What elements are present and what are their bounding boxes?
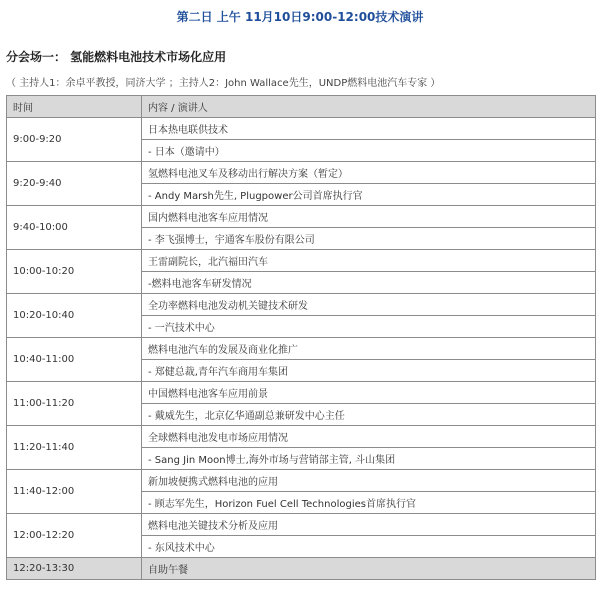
table-row xyxy=(7,338,596,360)
slot-speaker: - Sang Jin Moon博士,海外市场与营销部主管, 斗山集团 xyxy=(142,448,596,470)
day-title: 第二日 上午 11月10日9:00-12:00技术演讲 xyxy=(176,10,424,24)
slot-time: 12:00-12:20 xyxy=(7,514,142,558)
slot-topic: 中国燃料电池客车应用前景 xyxy=(142,382,596,404)
slot-time: 9:40-10:00 xyxy=(7,206,142,250)
header-time: 时间 xyxy=(7,96,142,118)
slot-time: 10:00-10:20 xyxy=(7,250,142,294)
slot-topic: 日本热电联供技术 xyxy=(142,118,596,140)
table-row xyxy=(7,162,596,184)
slot-speaker: - 郑健总裁,青年汽车商用车集团 xyxy=(142,360,596,382)
slot-speaker: - 日本（邀请中） xyxy=(142,140,596,162)
table-row xyxy=(7,382,596,404)
slot-topic: 燃料电池关键技术分析及应用 xyxy=(142,514,596,536)
slot-speaker: - Andy Marsh先生, Plugpower公司首席执行官 xyxy=(142,184,596,206)
lunch-row xyxy=(7,558,596,580)
slot-time: 9:20-9:40 xyxy=(7,162,142,206)
slot-topic: 国内燃料电池客车应用情况 xyxy=(142,206,596,228)
table-row xyxy=(7,118,596,140)
slot-topic: 新加坡便携式燃料电池的应用 xyxy=(142,470,596,492)
table-header-row xyxy=(7,96,596,118)
table-row xyxy=(7,426,596,448)
slot-topic: 燃料电池汽车的发展及商业化推广 xyxy=(142,338,596,360)
slot-speaker: - 东风技术中心 xyxy=(142,536,596,558)
lunch-time: 12:20-13:30 xyxy=(7,558,142,580)
slot-speaker: - 一汽技术中心 xyxy=(142,316,596,338)
slot-time: 10:20-10:40 xyxy=(7,294,142,338)
slot-time: 11:40-12:00 xyxy=(7,470,142,514)
slot-time: 9:00-9:20 xyxy=(7,118,142,162)
table-row xyxy=(7,514,596,536)
lunch-content: 自助午餐 xyxy=(142,558,596,580)
session-hosts: （ 主持人1：余卓平教授，同济大学 ；主持人2：John Wallace先生，UNDP燃料电池汽车专家 ） xyxy=(6,78,441,89)
schedule-table xyxy=(6,95,596,580)
slot-topic: 王雷副院长，北汽福田汽车 xyxy=(142,250,596,272)
table-row xyxy=(7,250,596,272)
table-row xyxy=(7,470,596,492)
slot-speaker: - 顾志军先生，Horizon Fuel Cell Technologies首席执行官 xyxy=(142,492,596,514)
slot-speaker: - 戴威先生，北京亿华通副总兼研发中心主任 xyxy=(142,404,596,426)
slot-topic: 全功率燃料电池发动机关键技术研发 xyxy=(142,294,596,316)
slot-speaker: -燃料电池客车研发情况 xyxy=(142,272,596,294)
slot-time: 11:20-11:40 xyxy=(7,426,142,470)
slot-time: 10:40-11:00 xyxy=(7,338,142,382)
table-row xyxy=(7,206,596,228)
slot-speaker: - 李飞强博士，宇通客车股份有限公司 xyxy=(142,228,596,250)
slot-topic: 氢燃料电池叉车及移动出行解决方案（暂定） xyxy=(142,162,596,184)
session-title: 分会场一： 氢能燃料电池技术市场化应用 xyxy=(6,50,227,64)
slot-time: 11:00-11:20 xyxy=(7,382,142,426)
slot-topic: 全球燃料电池发电市场应用情况 xyxy=(142,426,596,448)
table-row xyxy=(7,294,596,316)
header-content: 内容 / 演讲人 xyxy=(142,96,596,118)
